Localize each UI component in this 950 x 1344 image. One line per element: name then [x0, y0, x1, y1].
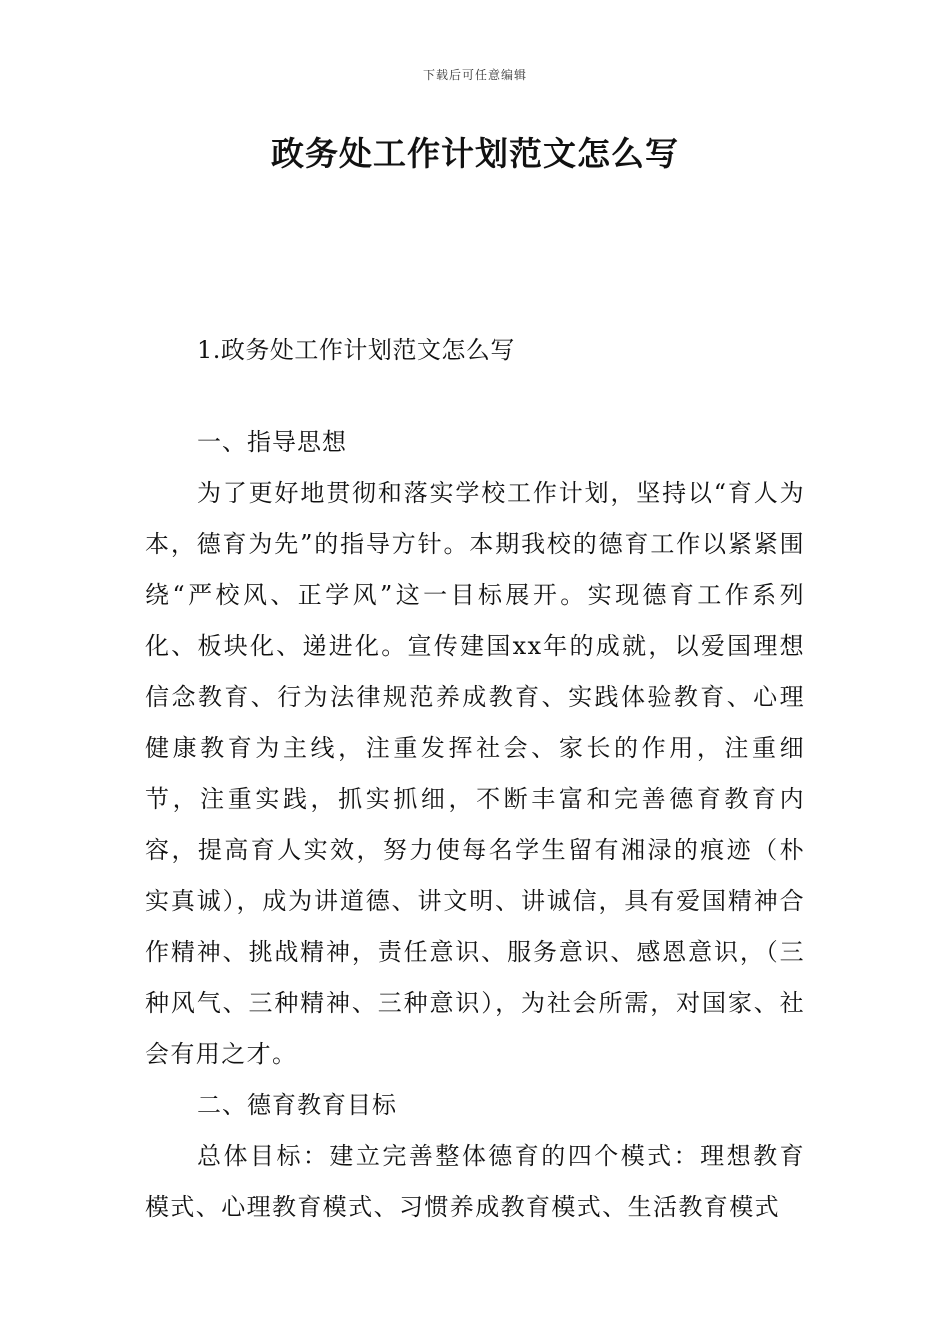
document-subtitle: 1.政务处工作计划范文怎么写	[197, 336, 515, 364]
section-2-paragraph: 总体目标：建立完善整体德育的四个模式：理想教育模式、心理教育模式、习惯养成教育模式、生活教育模式	[145, 1142, 805, 1221]
section-2-heading: 二、德育教育目标	[197, 1091, 397, 1119]
document-title: 政务处工作计划范文怎么写	[271, 134, 679, 173]
section-1-heading: 一、指导思想	[197, 428, 347, 456]
section-1-paragraph: 为了更好地贯彻和落实学校工作计划，坚持以“育人为本，德育为先”的指导方针。本期我校的德育工作以紧紧围绕“严校风、正学风”这一目标展开。实现德育工作系列化、板块化、递进化。宣传建国xx年的成就，以爱国理想信念教育、行为法律规范养成教育、实践体验教育、心理健康教育为主线，注重发挥社会、家长的作用，注重细节，注重实践，抓实抓细，不断丰富和完善德育教育内容，提高育人实效，努力使每名学生留有湘渌的痕迹（朴实真诚），成为讲道德、讲文明、讲诚信，具有爱国精神合作精神、挑战精神，责任意识、服务意识、感恩意识，（三种风气、三种精神、三种意识），为社会所需，对国家、社会有用之才。	[145, 479, 805, 1068]
header-note: 下载后可任意编辑	[422, 68, 527, 82]
document-body	[145, 331, 810, 1233]
